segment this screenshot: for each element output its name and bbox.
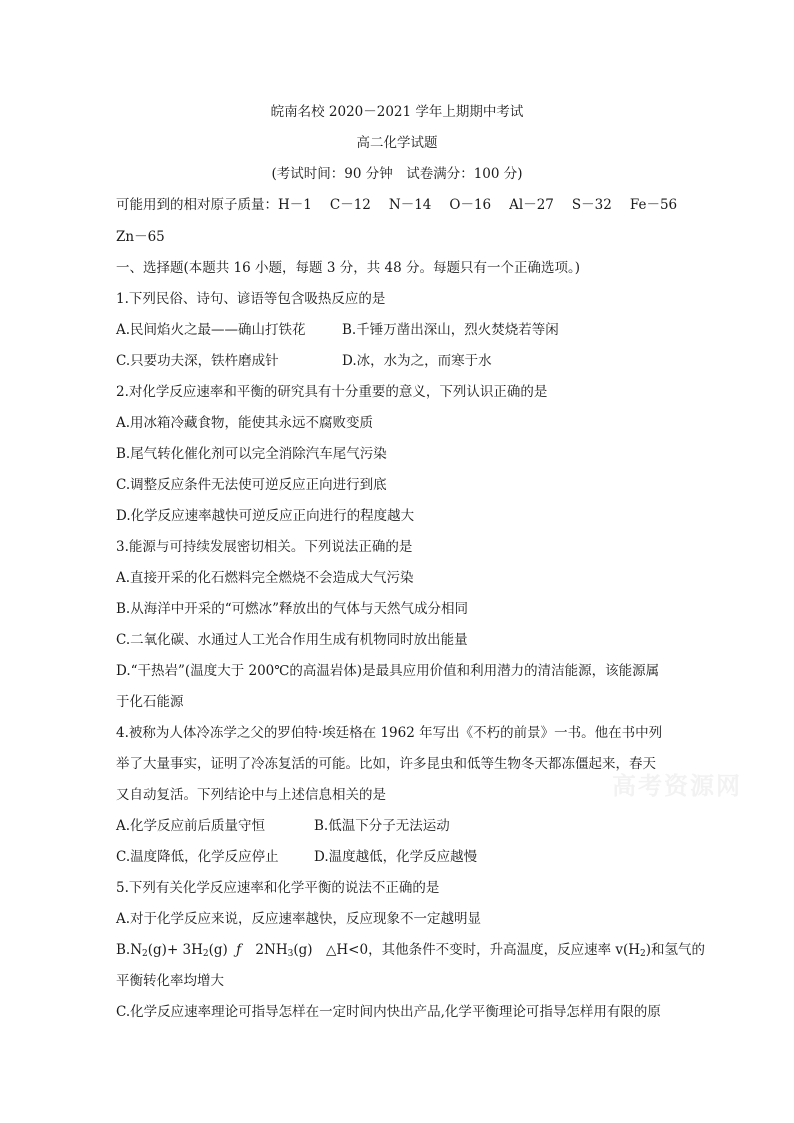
subscript: 3 [287,949,294,959]
option-b: B.千锤万凿出深山，烈火焚烧若等闲 [342,322,559,338]
option-b-continued: 平衡转化率均增大 [116,973,224,989]
atomic-mass-item: O－16 [449,197,492,213]
option-a: A.化学反应前后质量守恒 [116,818,266,834]
question-stem: 3.能源与可持续发展密切相关。下列说法正确的是 [116,539,413,555]
question-stem-continued: 又自动复活。下列结论中与上述信息相关的是 [116,787,386,803]
option-d: D.化学反应速率越快可逆反应正向进行的程度越大 [116,508,415,524]
option-c: C.温度降低，化学反应停止 [116,849,279,865]
option-b: B.从海洋中开采的“可燃冰”释放出的气体与天然气成分相同 [116,601,469,617]
formula-text: (g) △H<0，其他条件不变时，升高温度，反应速率 v(H [293,942,641,958]
subscript: 2 [640,949,646,959]
subscript: 2 [202,949,209,959]
option-a: A.直接开采的化石燃料完全燃烧不会造成大气污染 [116,570,414,586]
exam-title: 皖南名校 2020－2021 学年上期期中考试 [270,104,524,120]
atomic-mass-item: Zn－65 [116,229,165,245]
option-d: D.温度越低，化学反应越慢 [314,849,478,865]
atomic-mass-item: Al－27 [509,197,554,213]
exam-info: (考试时间：90 分钟 试卷满分：100 分) [271,166,523,182]
atomic-mass-item: Fe－56 [629,197,678,213]
option-row [116,848,686,866]
option-row [116,321,686,339]
option-b: B.低温下分子无法运动 [314,818,450,834]
option-c: C.二氧化碳、水通过人工光合作用生成有机物同时放出能量 [116,632,468,648]
subscript: 2 [142,949,148,959]
option-a: A.民间焰火之最——确山打铁花 [116,322,306,338]
question-stem: 5.下列有关化学反应速率和化学平衡的说法不正确的是 [116,880,440,896]
section-heading: 一、选择题(本题共 16 小题，每题 3 分，共 48 分。每题只有一个正确选项。) [116,260,580,276]
atomic-masses-label: 可能用到的相对原子质量： [116,197,278,213]
question-stem: 2.对化学反应速率和平衡的研究具有十分重要的意义，下列认识正确的是 [116,384,548,400]
option-a: A.用冰箱冷藏食物，能使其永远不腐败变质 [116,415,374,431]
formula-text: B.N [116,942,143,958]
equilibrium-symbol: ƒ [236,942,242,958]
option-c: C.只要功夫深，铁杵磨成针 [116,353,279,369]
option-row [116,352,686,370]
question-stem: 1.下列民俗、诗句、谚语等包含吸热反应的是 [116,291,386,307]
option-c: C.化学反应速率理论可指导怎样在一定时间内快出产品,化学平衡理论可指导怎样用有限的原 [116,1004,661,1020]
exam-subtitle: 高二化学试题 [356,135,438,151]
atomic-mass-item: H－1 [278,197,312,213]
option-d: D.“干热岩”(温度大于 200℃的高温岩体)是最具应用价值和利用潜力的清洁能源，该能源属 [116,663,660,679]
option-d-continued: 于化石能源 [116,694,184,710]
formula-text: (g)+ 3H [147,942,203,958]
option-c: C.调整反应条件无法使可逆反应正向进行到底 [116,477,387,493]
option-b [116,941,706,959]
atomic-mass-item: N－14 [388,197,432,213]
watermark: 高考资源网 [612,772,742,800]
atomic-masses-line [116,196,686,214]
question-stem-continued: 举了大量事实，证明了冷冻复活的可能。比如，许多昆虫和低等生物冬天都冻僵起来，春天 [116,756,656,772]
option-a: A.对于化学反应来说，反应速率越快，反应现象不一定越明显 [116,911,482,927]
formula-text: )和氢气的 [645,942,706,958]
formula-text: (g) [208,942,228,958]
question-stem: 4.被称为人体冷冻学之父的罗伯特·埃廷格在 1962 年写出《不朽的前景》一书。他在书中列 [116,725,663,741]
formula-text: 2NH [255,942,288,958]
atomic-mass-item: C－12 [329,197,371,213]
atomic-mass-item: S－32 [571,197,612,213]
option-b: B.尾气转化催化剂可以完全消除汽车尾气污染 [116,446,387,462]
option-row [116,817,686,835]
option-d: D.冰，水为之，而寒于水 [342,353,492,369]
